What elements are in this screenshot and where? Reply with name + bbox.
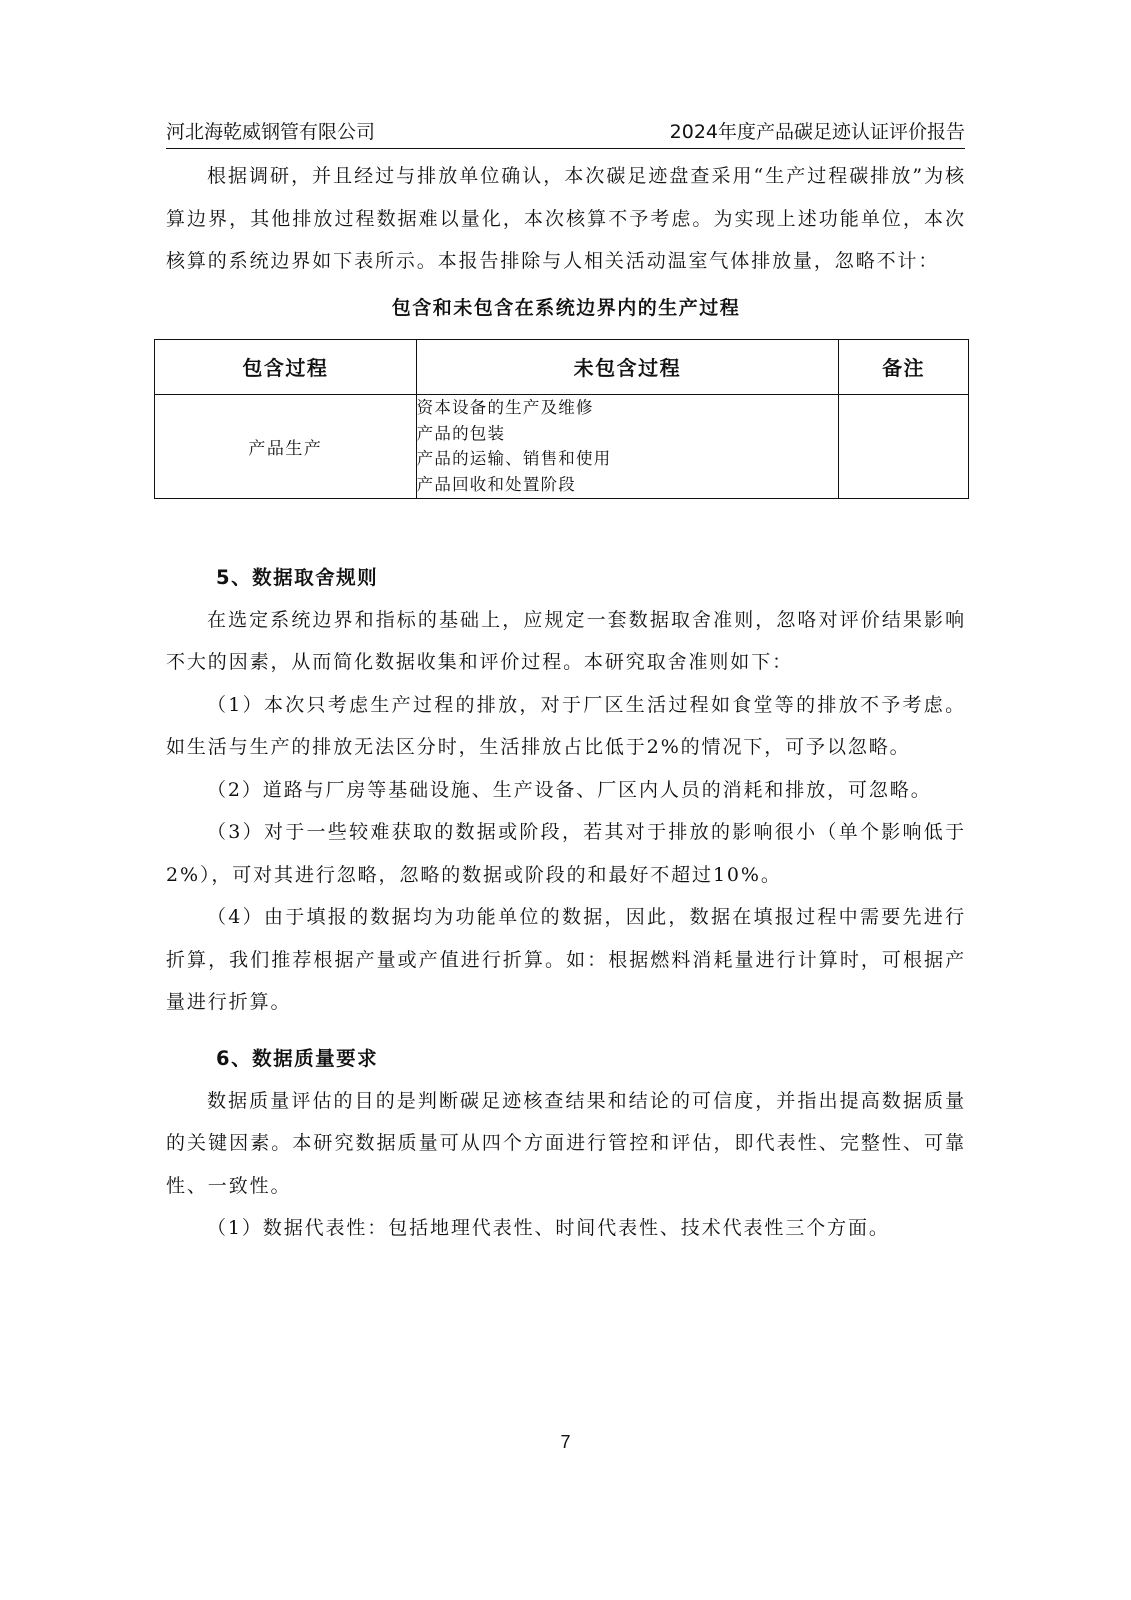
page-content [166, 155, 966, 1250]
table-caption: 包含和未包含在系统边界内的生产过程 [391, 296, 741, 319]
header-remarks: 备注 [839, 339, 969, 394]
header-report-title: 2024年度产品碳足迹认证评价报告 [669, 121, 965, 143]
section-5-heading: 5、数据取舍规则 [216, 565, 379, 589]
cell-remarks [839, 394, 969, 498]
excluded-item: 产品的运输、销售和使用 [416, 449, 612, 468]
system-boundary-table [154, 339, 969, 499]
header-included-process: 包含过程 [155, 339, 417, 394]
section-5-rule-1: （1）本次只考虑生产过程的排放，对于厂区生活过程如食堂等的排放不予考虑。如生活与生产的排放无法区分时，生活排放占比低于2%的情况下，可予以忽略。 [166, 693, 966, 758]
cell-excluded-processes [416, 394, 838, 498]
section-5-rule-2: （2）道路与厂房等基础设施、生产设备、厂区内人员的消耗和排放，可忽略。 [207, 778, 932, 801]
header-company-name: 河北海乾威钢管有限公司 [166, 121, 376, 143]
table-row [155, 394, 969, 498]
table-header-row [155, 339, 969, 394]
intro-paragraph: 根据调研，并且经过与排放单位确认，本次碳足迹盘查采用“生产过程碳排放”为核算边界，其他排放过程数据难以量化，本次核算不予考虑。为实现上述功能单位，本次核算的系统边界如下表所示。本报告排除与人相关活动温室气体排放量，忽略不计： [166, 165, 966, 272]
section-5-paragraph: 在选定系统边界和指标的基础上，应规定一套数据取舍准则，忽咯对评价结果影响不大的因素，从而简化数据收集和评价过程。本研究取舍准则如下： [166, 608, 966, 673]
section-6-item-1: （1）数据代表性：包括地理代表性、时间代表性、技术代表性三个方面。 [207, 1217, 890, 1239]
excluded-item: 产品回收和处置阶段 [416, 474, 576, 494]
section-5-rule-3: （3）对于一些较难获取的数据或阶段，若其对于排放的影响很小（单个影响低于2%），可对其进行忽略，忽略的数据或阶段的和最好不超过10%。 [166, 821, 966, 886]
excluded-item: 产品的包装 [416, 423, 506, 443]
section-6-paragraph: 数据质量评估的目的是判断碳足迹核查结果和结论的可信度，并指出提高数据质量的关键因素。本研究数据质量可从四个方面进行管控和评估，即代表性、完整性、可靠性、一致性。 [166, 1089, 966, 1197]
header-excluded-process: 未包含过程 [416, 339, 838, 394]
section-6-heading: 6、数据质量要求 [216, 1046, 379, 1070]
section-5-rule-4: （4）由于填报的数据均为功能单位的数据，因此，数据在填报过程中需要先进行折算，我们推荐根据产量或产值进行折算。如：根据燃料消耗量进行计算时，可根据产量进行折算。 [166, 906, 966, 1013]
page-header [166, 116, 965, 149]
excluded-item: 资本设备的生产及维修 [416, 398, 594, 417]
page-number: 7 [560, 1432, 571, 1452]
cell-included-process: 产品生产 [155, 394, 417, 498]
